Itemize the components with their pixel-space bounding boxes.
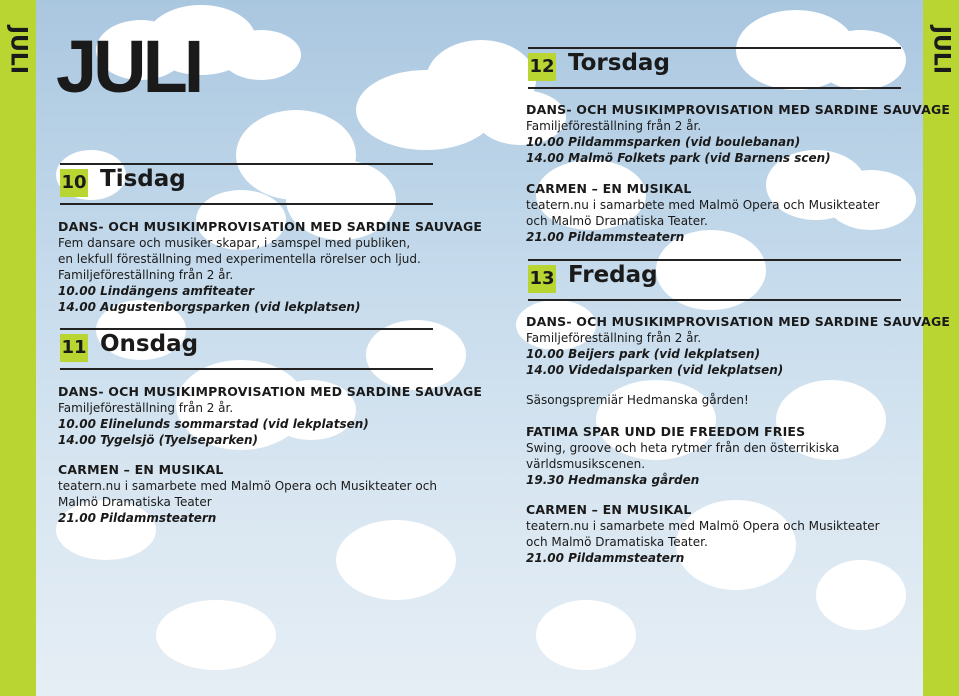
event-text: Säsongspremiär Hedmanska gården! bbox=[526, 393, 749, 407]
event-11a bbox=[58, 384, 482, 448]
event-time: 10.00 Elinelunds sommarstad (vid lekplatsen) bbox=[58, 417, 369, 431]
event-text: Familjeföreställning från 2 år. bbox=[526, 119, 702, 133]
right-month-label: JULI bbox=[928, 25, 954, 75]
event-text: en lekfull föreställning med experimentella rörelser och ljud. bbox=[58, 252, 421, 266]
event-13a bbox=[526, 314, 950, 378]
event-time: 14.00 Augustenborgsparken (vid lekplatsen) bbox=[58, 300, 361, 314]
left-sidebar bbox=[0, 0, 36, 696]
event-text: och Malmö Dramatiska Teater. bbox=[526, 535, 708, 549]
event-title: DANS- OCH MUSIKIMPROVISATION MED SARDINE SAUVAGE bbox=[526, 314, 951, 329]
event-text: Familjeföreställning från 2 år. bbox=[526, 331, 702, 345]
event-time: 21.00 Pildammsteatern bbox=[526, 230, 685, 244]
event-text: teatern.nu i samarbete med Malmö Opera och Musikteater bbox=[526, 519, 880, 533]
event-time: 19.30 Hedmanska gården bbox=[526, 473, 700, 487]
event-10a bbox=[58, 219, 482, 315]
event-time: 10.00 Beijers park (vid lekplatsen) bbox=[526, 347, 761, 361]
event-13b bbox=[526, 392, 749, 408]
day-header-13 bbox=[528, 262, 901, 298]
event-time: 10.00 Lindängens amfiteater bbox=[58, 284, 255, 298]
event-time: 21.00 Pildammsteatern bbox=[526, 551, 685, 565]
event-text: Familjeföreställning från 2 år. bbox=[58, 401, 234, 415]
event-11b bbox=[58, 462, 437, 526]
event-text: världsmusikscenen. bbox=[526, 457, 646, 471]
day-number: 10 bbox=[60, 169, 88, 197]
day-header-10 bbox=[60, 166, 433, 202]
day-name: Tisdag bbox=[100, 166, 186, 192]
event-text: teatern.nu i samarbete med Malmö Opera och Musikteater bbox=[526, 198, 880, 212]
day-number: 13 bbox=[528, 265, 556, 293]
day-header-11 bbox=[60, 331, 433, 367]
event-time: 14.00 Malmö Folkets park (vid Barnens scen) bbox=[526, 151, 831, 165]
event-title: FATIMA SPAR UND DIE FREEDOM FRIES bbox=[526, 424, 806, 439]
event-title: DANS- OCH MUSIKIMPROVISATION MED SARDINE SAUVAGE bbox=[526, 102, 951, 117]
day-name: Fredag bbox=[568, 262, 658, 288]
day-number: 11 bbox=[60, 334, 88, 362]
event-text: Malmö Dramatiska Teater bbox=[58, 495, 212, 509]
event-title: DANS- OCH MUSIKIMPROVISATION MED SARDINE SAUVAGE bbox=[58, 384, 483, 399]
event-text: Swing, groove och heta rytmer från den österrikiska bbox=[526, 441, 840, 455]
day-name: Torsdag bbox=[568, 50, 670, 76]
event-text: Familjeföreställning från 2 år. bbox=[58, 268, 234, 282]
page-title: JULI bbox=[56, 25, 201, 108]
event-13d bbox=[526, 502, 880, 566]
event-time: 14.00 Videdalsparken (vid lekplatsen) bbox=[526, 363, 784, 377]
event-title: CARMEN – EN MUSIKAL bbox=[58, 462, 224, 477]
day-number: 12 bbox=[528, 53, 556, 81]
event-title: CARMEN – EN MUSIKAL bbox=[526, 502, 692, 517]
event-text: teatern.nu i samarbete med Malmö Opera och Musikteater och bbox=[58, 479, 437, 493]
event-time: 10.00 Pildammsparken (vid boulebanan) bbox=[526, 135, 801, 149]
event-time: 21.00 Pildammsteatern bbox=[58, 511, 217, 525]
event-time: 14.00 Tygelsjö (Tyelseparken) bbox=[58, 433, 259, 447]
event-title: DANS- OCH MUSIKIMPROVISATION MED SARDINE SAUVAGE bbox=[58, 219, 483, 234]
event-12b bbox=[526, 181, 880, 245]
event-text: och Malmö Dramatiska Teater. bbox=[526, 214, 708, 228]
event-13c bbox=[526, 424, 839, 488]
event-text: Fem dansare och musiker skapar, i samspel med publiken, bbox=[58, 236, 411, 250]
day-header-12 bbox=[528, 50, 901, 86]
event-12a bbox=[526, 102, 950, 166]
day-name: Onsdag bbox=[100, 331, 199, 357]
left-month-label: JULI bbox=[5, 25, 31, 75]
event-title: CARMEN – EN MUSIKAL bbox=[526, 181, 692, 196]
